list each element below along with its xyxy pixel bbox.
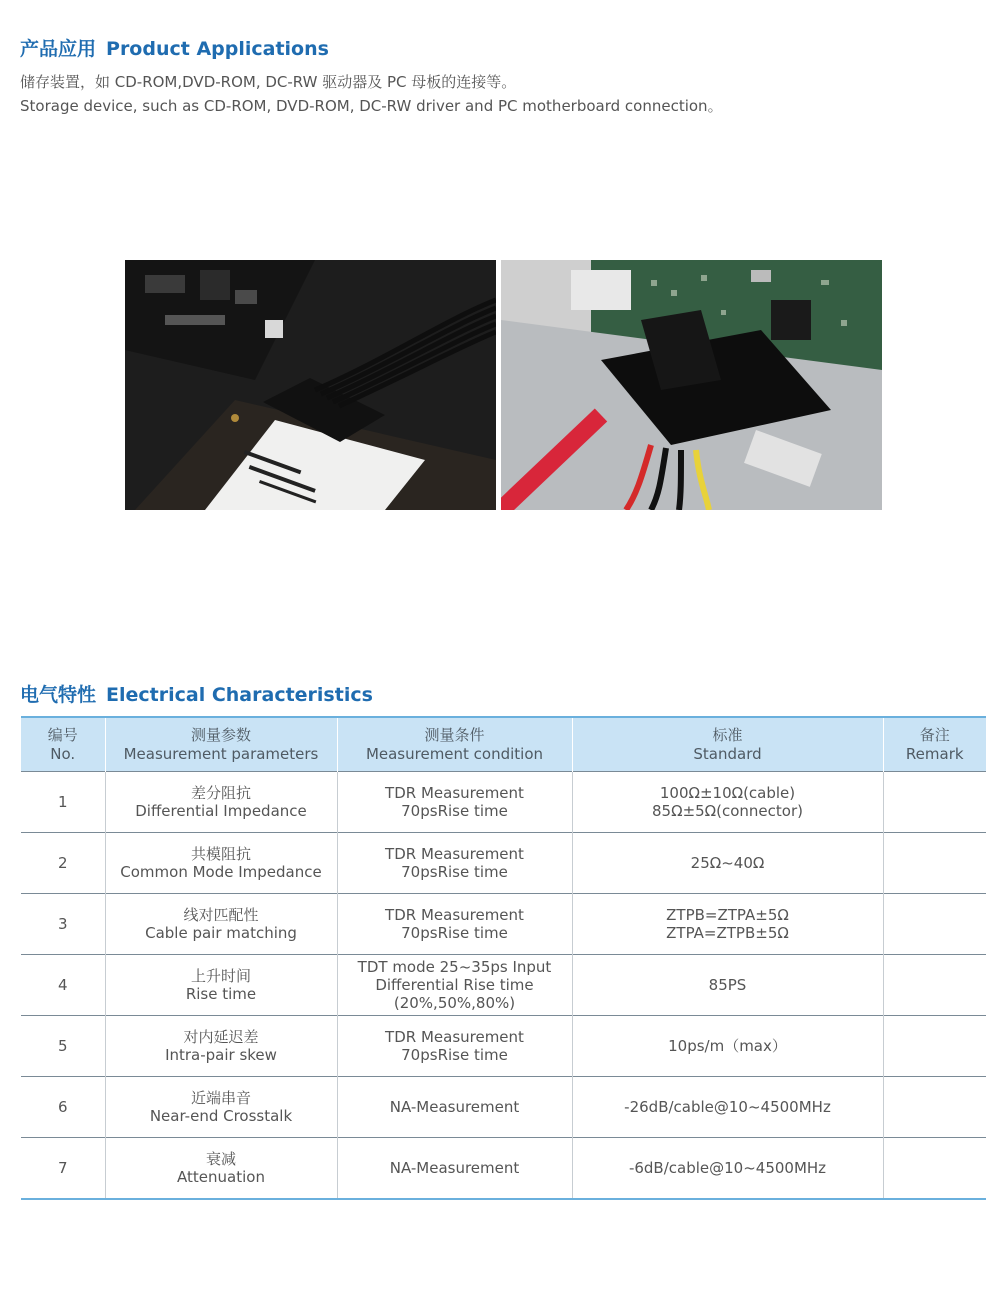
header-cn: 编号 xyxy=(47,725,78,744)
cell-no: 1 xyxy=(21,772,105,833)
header-cn: 测量条件 xyxy=(424,725,485,744)
parameter-cn: 对内延迟差 xyxy=(183,1028,259,1046)
cell-remark xyxy=(883,1016,986,1077)
condition-line: 70psRise time xyxy=(401,863,508,881)
cell-condition xyxy=(337,1016,572,1077)
header-en: No. xyxy=(50,744,76,763)
cell-no: 2 xyxy=(21,833,105,894)
header-parameters xyxy=(105,717,337,772)
title-cn: 电气特性 xyxy=(20,684,97,706)
cell-remark xyxy=(883,1077,986,1138)
standard-line: -6dB/cable@10~4500MHz xyxy=(628,1159,827,1177)
parameter-cn: 差分阻抗 xyxy=(190,784,251,802)
standard-line: 85PS xyxy=(708,976,747,994)
cell-remark xyxy=(883,833,986,894)
header-no xyxy=(21,717,105,772)
cell-parameter xyxy=(105,1016,337,1077)
parameter-en: Cable pair matching xyxy=(145,924,297,942)
cell-standard xyxy=(572,772,883,833)
table-row xyxy=(21,833,986,894)
condition-line: 70psRise time xyxy=(401,1046,508,1064)
condition-line: (20%,50%,80%) xyxy=(393,994,516,1012)
header-en: Standard xyxy=(693,744,762,763)
header-en: Measurement condition xyxy=(365,744,544,763)
title-en: Product Applications xyxy=(106,38,329,60)
cell-standard xyxy=(572,894,883,955)
applications-description-cn: 储存装置，如 CD-ROM,DVD-ROM, DC-RW 驱动器及 PC 母板的连接等。 xyxy=(20,73,517,91)
cell-parameter xyxy=(105,833,337,894)
cell-standard xyxy=(572,1077,883,1138)
condition-line: TDR Measurement xyxy=(385,1028,524,1046)
electrical-characteristics-title xyxy=(20,680,373,707)
header-cn: 测量参数 xyxy=(190,725,251,744)
condition-line: 70psRise time xyxy=(401,802,508,820)
header-cn: 标准 xyxy=(712,725,743,744)
header-remark xyxy=(883,717,986,772)
electrical-characteristics-table xyxy=(21,716,986,1200)
cell-standard xyxy=(572,833,883,894)
table-row xyxy=(21,894,986,955)
header-en: Measurement parameters xyxy=(123,744,319,763)
table-row xyxy=(21,1016,986,1077)
cell-remark xyxy=(883,894,986,955)
parameter-en: Attenuation xyxy=(177,1168,265,1186)
parameter-en: Rise time xyxy=(185,985,257,1003)
cell-no: 6 xyxy=(21,1077,105,1138)
standard-line: ZTPB=ZTPA±5Ω xyxy=(666,906,789,924)
cell-condition xyxy=(337,1077,572,1138)
condition-line: TDR Measurement xyxy=(385,906,524,924)
parameter-en: Common Mode Impedance xyxy=(120,863,322,881)
standard-line: 10ps/m（max） xyxy=(668,1037,787,1055)
hard-drive-sata-connection-photo xyxy=(501,260,882,510)
cell-no: 4 xyxy=(21,955,105,1016)
parameter-cn: 上升时间 xyxy=(190,967,251,985)
ssd-connection-photo xyxy=(125,260,496,510)
condition-line: NA-Measurement xyxy=(389,1159,520,1177)
condition-line: TDR Measurement xyxy=(385,784,524,802)
parameter-cn: 线对匹配性 xyxy=(183,906,259,924)
parameter-cn: 衰减 xyxy=(205,1150,236,1168)
parameter-en: Intra-pair skew xyxy=(165,1046,277,1064)
table-row xyxy=(21,955,986,1016)
standard-line: -26dB/cable@10~4500MHz xyxy=(624,1098,831,1116)
header-en: Remark xyxy=(905,744,964,763)
title-en: Electrical Characteristics xyxy=(106,684,373,706)
header-cn: 备注 xyxy=(919,725,950,744)
standard-line: 25Ω~40Ω xyxy=(690,854,765,872)
cell-standard xyxy=(572,955,883,1016)
parameter-en: Near-end Crosstalk xyxy=(149,1107,293,1125)
cell-no: 3 xyxy=(21,894,105,955)
table-header-row xyxy=(21,717,986,772)
cell-remark xyxy=(883,1138,986,1200)
condition-line: 70psRise time xyxy=(401,924,508,942)
condition-line: TDR Measurement xyxy=(385,845,524,863)
header-condition xyxy=(337,717,572,772)
cell-parameter xyxy=(105,894,337,955)
standard-line: ZTPA=ZTPB±5Ω xyxy=(666,924,789,942)
standard-line: 100Ω±10Ω(cable) xyxy=(659,784,796,802)
table-row xyxy=(21,772,986,833)
cell-condition xyxy=(337,1138,572,1200)
cell-condition xyxy=(337,955,572,1016)
title-cn: 产品应用 xyxy=(20,38,97,60)
cell-no: 5 xyxy=(21,1016,105,1077)
header-standard xyxy=(572,717,883,772)
condition-line: Differential Rise time xyxy=(375,976,534,994)
cell-standard xyxy=(572,1138,883,1200)
product-applications-title xyxy=(20,34,329,61)
table-row xyxy=(21,1138,986,1200)
condition-line: TDT mode 25~35ps Input xyxy=(357,958,552,976)
cell-condition xyxy=(337,772,572,833)
cell-condition xyxy=(337,894,572,955)
cell-standard xyxy=(572,1016,883,1077)
cell-remark xyxy=(883,772,986,833)
parameter-cn: 近端串音 xyxy=(190,1089,251,1107)
cell-parameter xyxy=(105,1138,337,1200)
parameter-cn: 共模阻抗 xyxy=(190,845,251,863)
cell-parameter xyxy=(105,772,337,833)
cell-remark xyxy=(883,955,986,1016)
cell-condition xyxy=(337,833,572,894)
table-row xyxy=(21,1077,986,1138)
cell-no: 7 xyxy=(21,1138,105,1200)
parameter-en: Differential Impedance xyxy=(135,802,307,820)
condition-line: NA-Measurement xyxy=(389,1098,520,1116)
standard-line: 85Ω±5Ω(connector) xyxy=(652,802,803,820)
cell-parameter xyxy=(105,955,337,1016)
applications-description-en: Storage device, such as CD-ROM, DVD-ROM, DC-RW driver and PC motherboard connection。 xyxy=(20,97,723,115)
cell-parameter xyxy=(105,1077,337,1138)
